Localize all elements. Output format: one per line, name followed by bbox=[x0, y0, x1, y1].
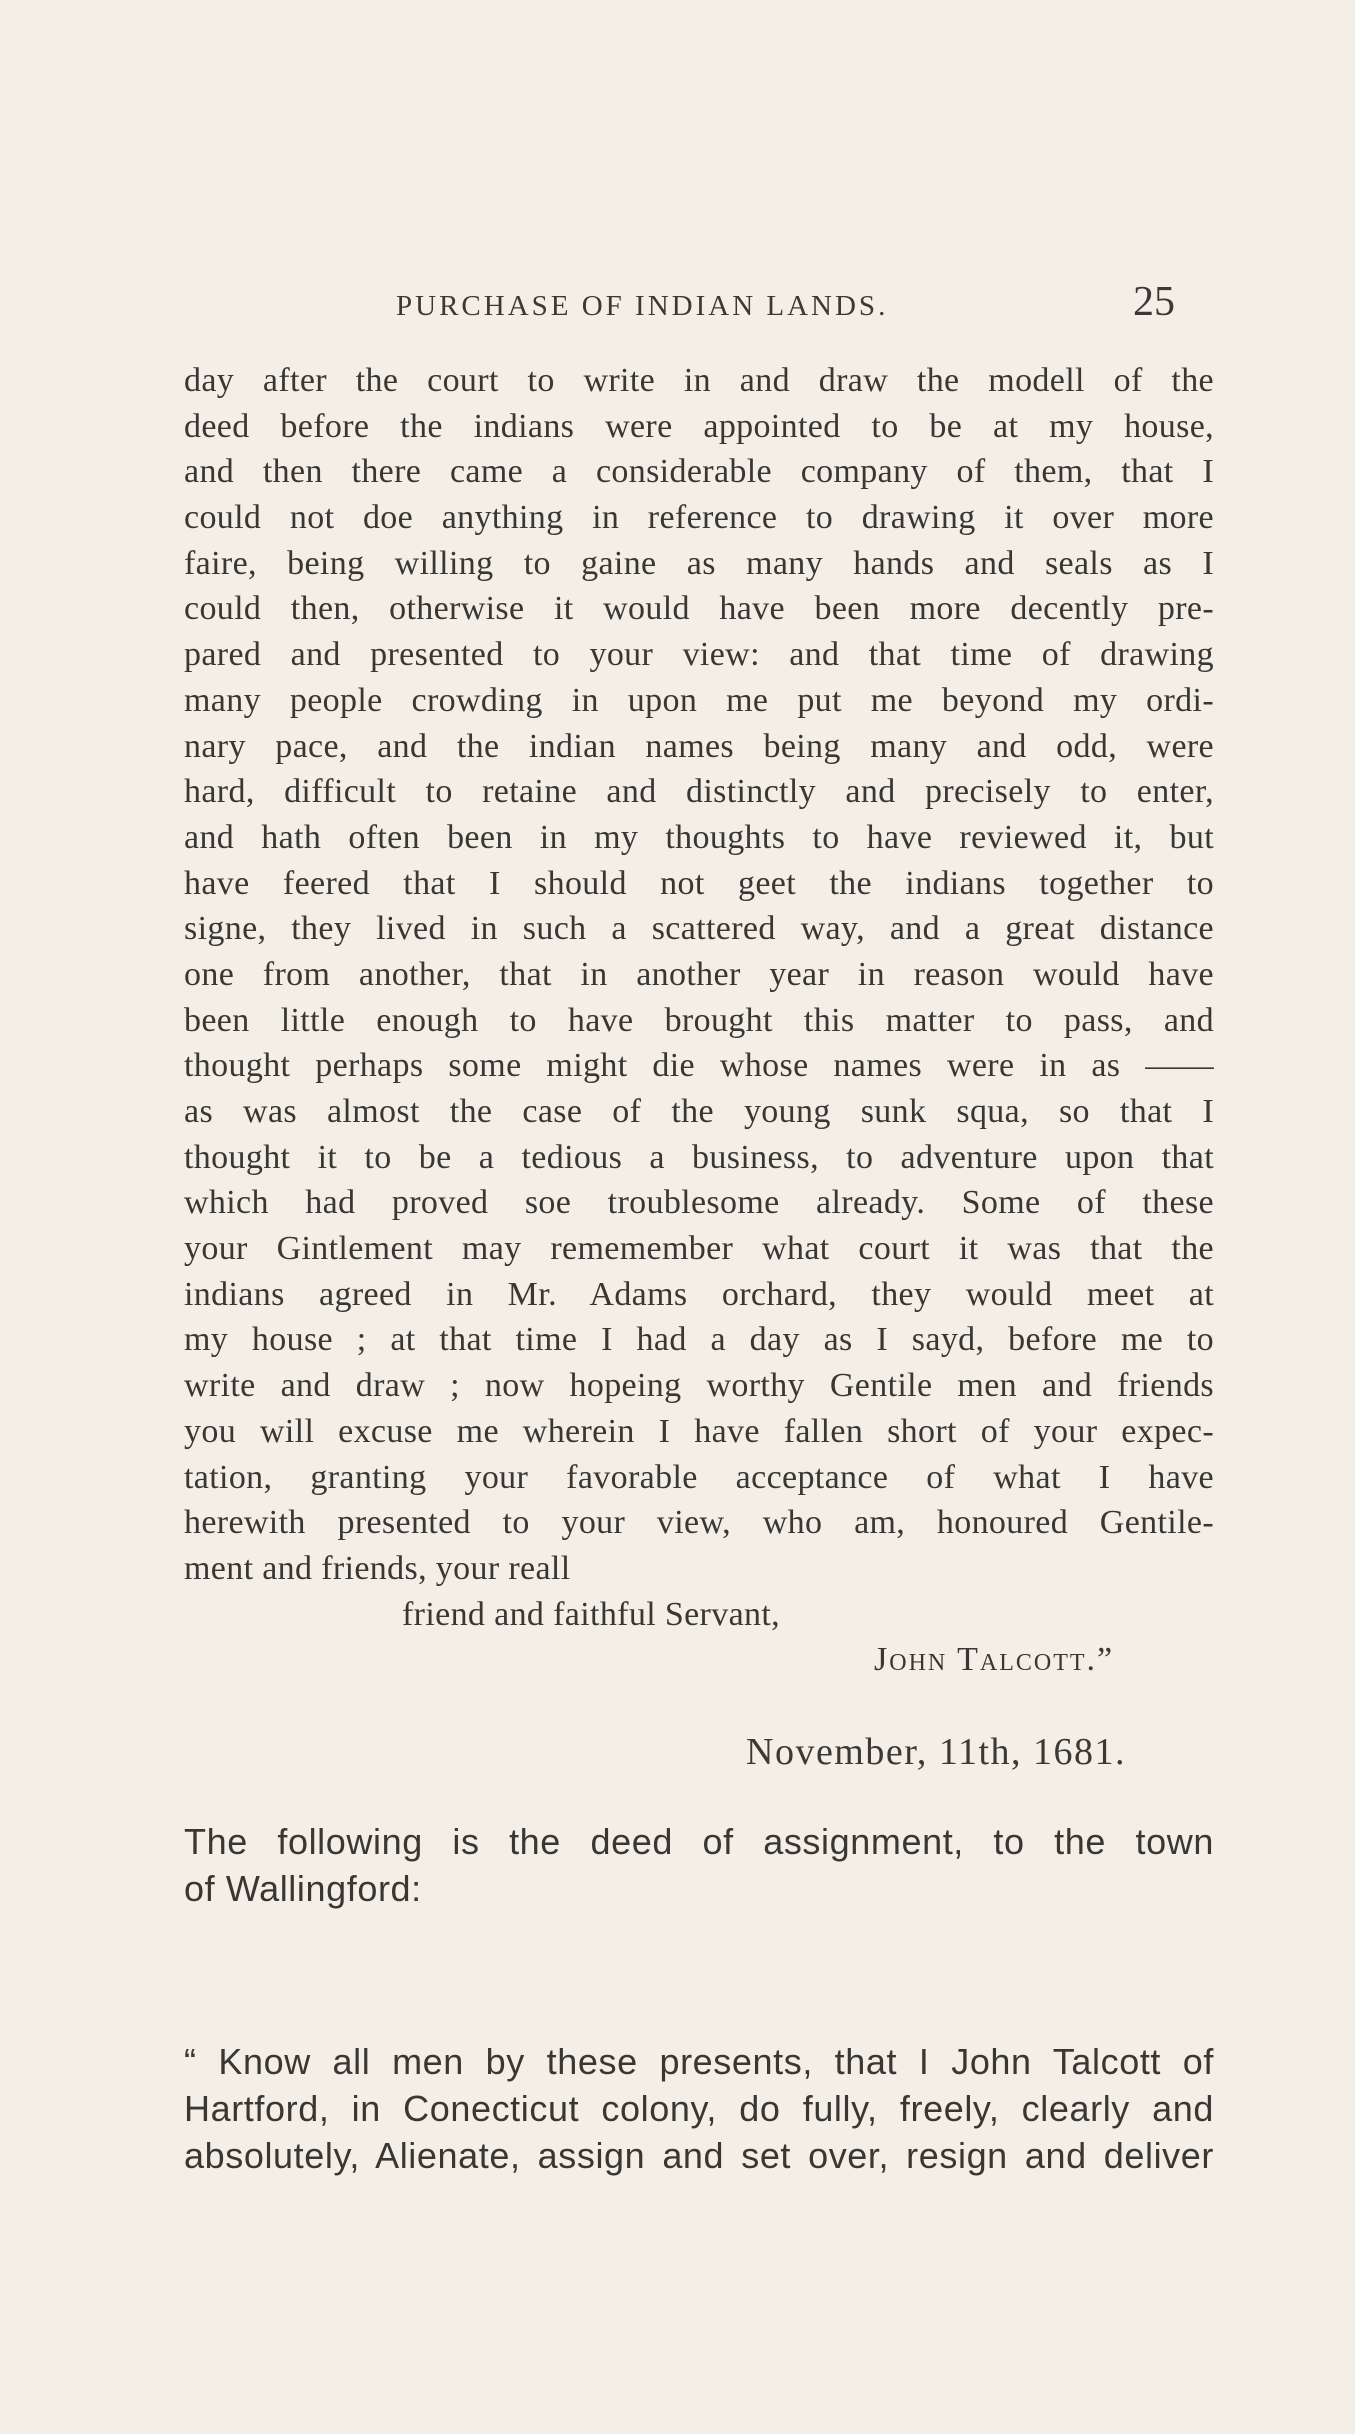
page-number: 25 bbox=[1133, 279, 1175, 325]
text-line: your Gintlement may rememember what court it was that the bbox=[184, 1230, 1214, 1268]
text-line: of Wallingford: bbox=[184, 1868, 422, 1909]
text-line: signe, they lived in such a scattered way, and a great distance bbox=[184, 910, 1214, 948]
text-line: “ Know all men by these presents, that I John Talcott of bbox=[184, 2041, 1214, 2082]
text-line: which had proved soe troublesome already. Some of these bbox=[184, 1184, 1214, 1222]
text-line: have feered that I should not geet the indians together to bbox=[184, 864, 1214, 902]
text-line: nary pace, and the indian names being many and odd, were bbox=[184, 727, 1214, 765]
text-line: been little enough to have brought this matter to pass, and bbox=[184, 1001, 1214, 1039]
text-line: one from another, that in another year in reason would have bbox=[184, 955, 1214, 993]
text-line: tation, granting your favorable acceptance of what I have bbox=[184, 1458, 1214, 1496]
text-line: my house ; at that time I had a day as I sayd, before me to bbox=[184, 1321, 1214, 1359]
running-head: PURCHASE OF INDIAN LANDS. bbox=[396, 290, 889, 322]
text-line: and hath often been in my thoughts to have reviewed it, but bbox=[184, 818, 1214, 856]
letter-body bbox=[184, 358, 1214, 1683]
text-line: as was almost the case of the young sunk squa, so that I bbox=[184, 1093, 1214, 1130]
text-line: many people crowding in upon me put me beyond my ordi- bbox=[184, 681, 1214, 719]
text-line: Hartford, in Conecticut colony, do fully, freely, clearly and bbox=[184, 2088, 1214, 2129]
text-line: could then, otherwise it would have been more decently pre- bbox=[184, 590, 1214, 628]
paragraph-deed-text bbox=[184, 2038, 1214, 2179]
text-line: thought perhaps some might die whose names were in as —— bbox=[184, 1047, 1214, 1085]
text-line: hard, difficult to retaine and distinctly and precisely to enter, bbox=[184, 773, 1214, 811]
paragraph-deed-intro bbox=[184, 1818, 1214, 1912]
text-line: write and draw ; now hopeing worthy Gentile men and friends bbox=[184, 1367, 1214, 1405]
text-line: indians agreed in Mr. Adams orchard, they would meet at bbox=[184, 1275, 1214, 1313]
text-line: and then there came a considerable company of them, that I bbox=[184, 453, 1214, 491]
text-line: faire, being willing to gaine as many hands and seals as I bbox=[184, 544, 1214, 582]
signature: John Talcott.” bbox=[874, 1641, 1115, 1679]
text-line: The following is the deed of assignment, to the town bbox=[184, 1821, 1214, 1862]
text-line: day after the court to write in and draw the modell of the bbox=[184, 362, 1214, 399]
text-line: deed before the indians were appointed to be at my house, bbox=[184, 407, 1214, 445]
text-line: thought it to be a tedious a business, to adventure upon that bbox=[184, 1138, 1214, 1176]
letter-date: November, 11th, 1681. bbox=[746, 1731, 1127, 1773]
text-line: pared and presented to your view: and that time of drawing bbox=[184, 636, 1214, 674]
text-line: could not doe anything in reference to drawing it over more bbox=[184, 499, 1214, 537]
text-line: herewith presented to your view, who am, honoured Gentile- bbox=[184, 1504, 1214, 1542]
letter-closing: friend and faithful Servant, bbox=[402, 1595, 781, 1633]
text-line: you will excuse me wherein I have fallen short of your expec- bbox=[184, 1412, 1214, 1450]
text-line: ment and friends, your reall bbox=[184, 1549, 571, 1587]
text-line: absolutely, Alienate, assign and set over, resign and deliver bbox=[184, 2135, 1214, 2176]
